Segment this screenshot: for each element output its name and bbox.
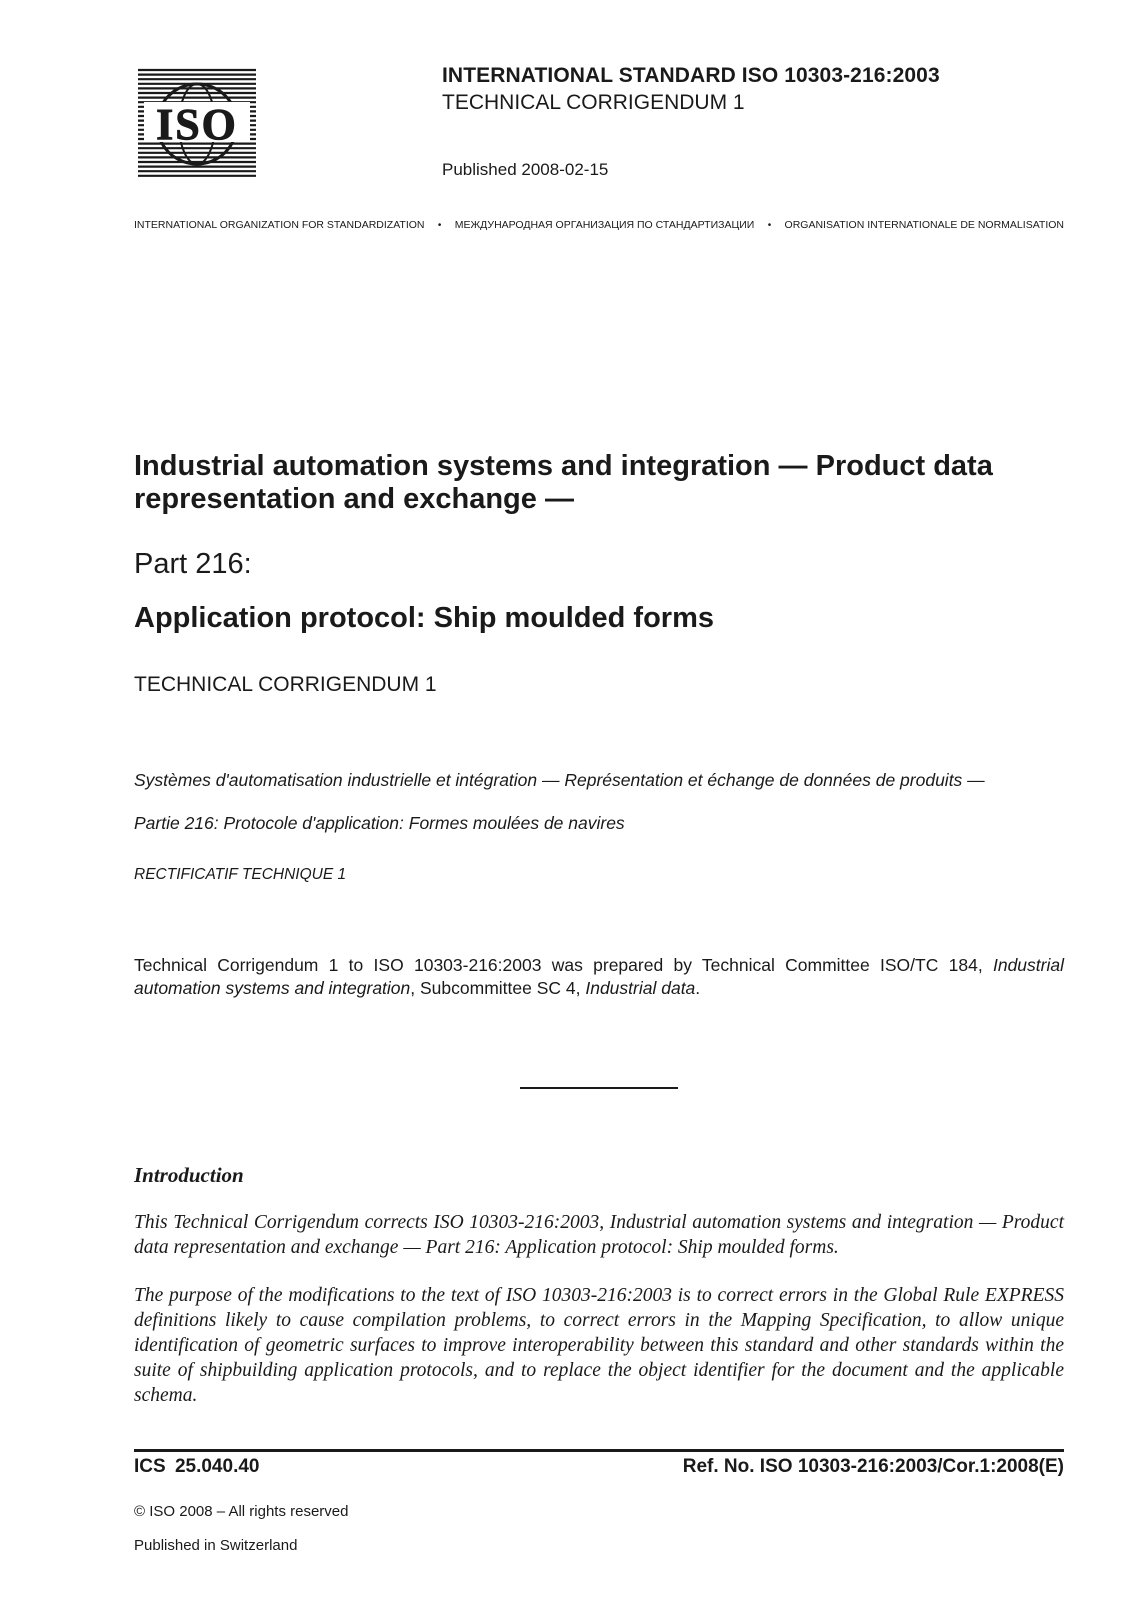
preparation-statement (134, 954, 1064, 1000)
document-title: Industrial automation systems and integration — Product data representation and exchange — (134, 450, 993, 515)
corrigendum-label: TECHNICAL CORRIGENDUM 1 (134, 673, 437, 696)
introduction-paragraph-1: This Technical Corrigendum corrects ISO 10303-216:2003, Industrial automation systems and integration — Product data representation and exchange — Part 216: Application protocol: Ship moulded forms. (134, 1212, 1064, 1258)
ics-code: ICS 25.040.40 (134, 1456, 260, 1477)
org-name-fr: ORGANISATION INTERNATIONALE DE NORMALISATION (784, 219, 1064, 231)
application-protocol-title: Application protocol: Ship moulded forms (134, 602, 714, 634)
reference-number: Ref. No. ISO 10303-216:2003/Cor.1:2008(E) (682, 1456, 1064, 1477)
introduction-paragraph-2: The purpose of the modifications to the text of ISO 10303-216:2003 is to correct errors in the Global Rule EXPRESS definitions likely to cause compilation problems, to correct errors in the Mapping Specification, to allow unique identification of geometric surfaces to improve interoperability between this standard and other standards within the suite of shipbuilding application protocols, and to replace the object identifier for the document and the applicable schema. (134, 1285, 1064, 1406)
org-name-en: INTERNATIONAL ORGANIZATION FOR STANDARDIZATION (134, 219, 425, 231)
part-number: Part 216: (134, 548, 252, 580)
separator-line (520, 1087, 678, 1089)
french-title: Systèmes d'automatisation industrielle et intégration — Représentation et échange de données de produits — (134, 770, 985, 790)
bullet-icon: • (767, 219, 772, 231)
standard-subtitle: TECHNICAL CORRIGENDUM 1 (442, 91, 745, 114)
introduction-heading: Introduction (134, 1163, 244, 1187)
published-in: Published in Switzerland (134, 1537, 298, 1554)
prep-subcommittee-title: Industrial data (585, 978, 696, 998)
footer-rule (134, 1449, 1064, 1452)
prep-text-3: . (695, 978, 701, 998)
organization-line (134, 219, 1064, 231)
bullet-icon: • (437, 219, 442, 231)
french-part: Partie 216: Protocole d'application: Formes moulées de navires (134, 813, 625, 833)
published-date: Published 2008-02-15 (442, 160, 609, 179)
org-name-ru: МЕЖДУНАРОДНАЯ ОРГАНИЗАЦИЯ ПО СТАНДАРТИЗАЦИИ (454, 219, 755, 231)
copyright-notice: © ISO 2008 – All rights reserved (134, 1503, 349, 1520)
prep-text-2: , Subcommittee SC 4, (410, 978, 586, 998)
iso-logo-text: ISO (156, 100, 238, 149)
prep-text-1: Technical Corrigendum 1 to ISO 10303-216:2003 was prepared by Technical Committee ISO/TC 184, (134, 955, 993, 975)
french-rectificatif: RECTIFICATIF TECHNIQUE 1 (134, 866, 347, 883)
iso-logo (138, 68, 256, 180)
standard-title: INTERNATIONAL STANDARD ISO 10303-216:2003 (442, 64, 940, 87)
prep-committee-title: Industrial automation systems and integration (134, 955, 1064, 998)
